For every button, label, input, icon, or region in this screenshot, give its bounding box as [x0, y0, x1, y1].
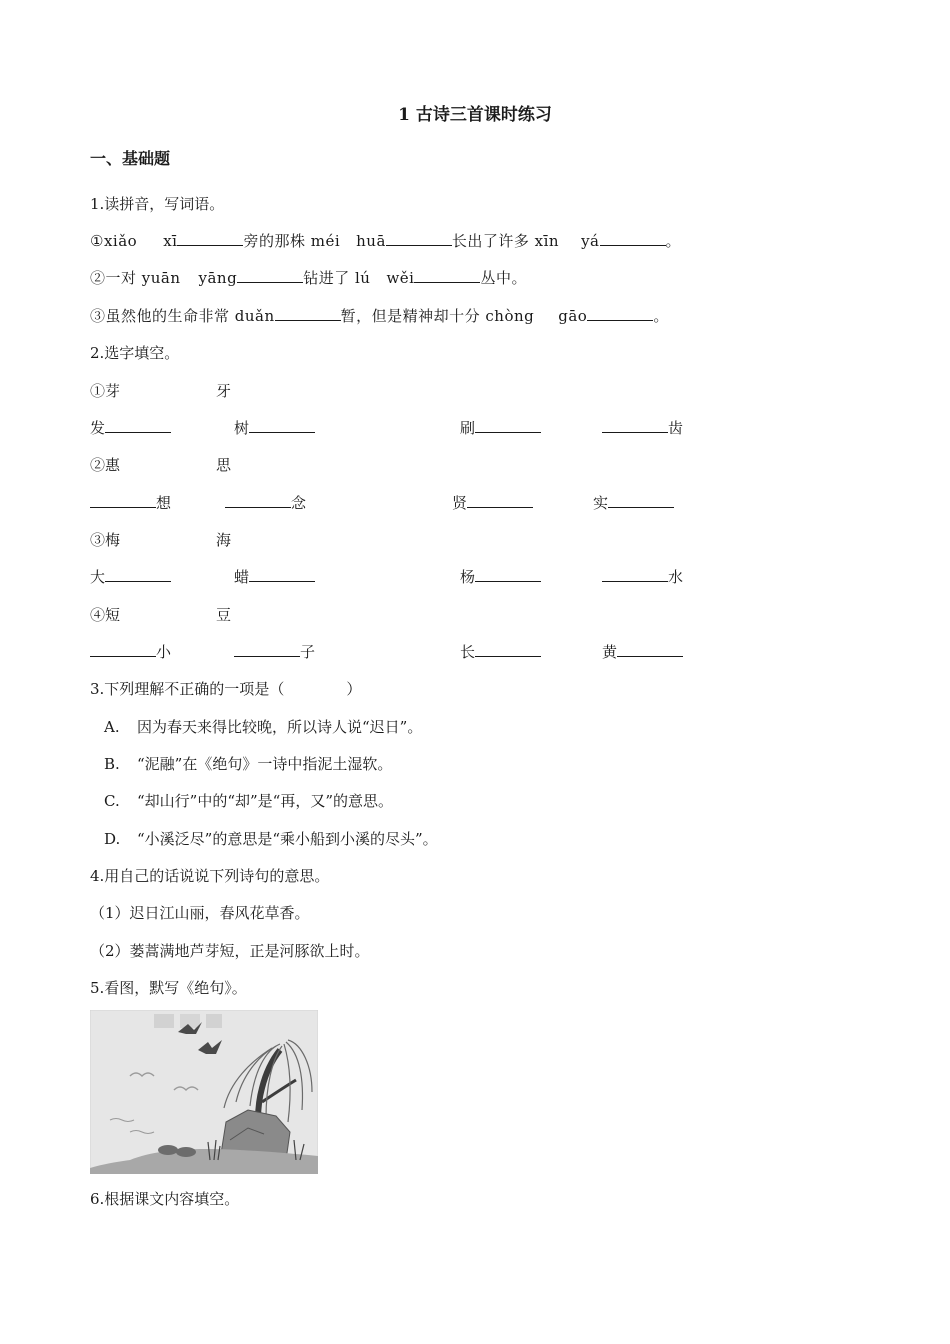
q1-l2-b: yāng: [198, 269, 238, 287]
answer-blank[interactable]: [467, 493, 533, 508]
q1-l2-d: wěi: [386, 269, 415, 287]
q2-g2-char-1: ②惠: [90, 456, 121, 474]
answer-blank[interactable]: [249, 567, 315, 582]
q2-g1-item-3: 刷: [460, 418, 541, 438]
q1-l3-a: ③虽然他的生命非常 duǎn: [90, 307, 275, 325]
answer-blank[interactable]: [275, 306, 341, 321]
q1-l2-a: ②一对 yuān: [90, 269, 181, 287]
q3-option-d[interactable]: D. “小溪泛尽”的意思是“乘小船到小溪的尽头”。: [104, 830, 438, 848]
q1-l3-b: 暂，但是精神却十分 chòng: [340, 307, 535, 325]
answer-blank[interactable]: [475, 418, 541, 433]
q1-l1-a: ①xiǎo: [90, 232, 138, 250]
answer-blank[interactable]: [386, 231, 452, 246]
answer-blank[interactable]: [475, 567, 541, 582]
q2-g3-item-3: 杨: [460, 567, 541, 587]
answer-blank[interactable]: [608, 493, 674, 508]
answer-blank[interactable]: [587, 306, 653, 321]
answer-blank[interactable]: [105, 418, 171, 433]
q2-g3-item-2: 蜡: [234, 567, 315, 587]
q2-g4-item-1: 小: [90, 642, 171, 662]
answer-blank[interactable]: [617, 642, 683, 657]
answer-blank[interactable]: [105, 567, 171, 582]
q2-g4-item-4: 黄: [602, 642, 683, 662]
q2-g3-item-4: 水: [602, 567, 683, 587]
q2-g3-char-1: ③梅: [90, 531, 121, 549]
q1-l1-b: xī: [163, 232, 178, 250]
section-heading-basic: 一、基础题: [90, 149, 171, 168]
q2-g3-item-1: 大: [90, 567, 171, 587]
q3-option-a[interactable]: A. 因为春天来得比较晚，所以诗人说“迟日”。: [104, 718, 423, 736]
q2-g2-char-2: 思: [216, 456, 232, 474]
q3-stem: 3.下列理解不正确的一项是（ ）: [90, 680, 362, 698]
q2-g4-item-2: 子: [234, 642, 315, 662]
q5-stem: 5.看图，默写《绝句》。: [90, 979, 247, 997]
q1-l1-c: 旁的那株 méi: [243, 232, 341, 250]
answer-blank[interactable]: [90, 642, 156, 657]
q2-g1-item-1: 发: [90, 418, 171, 438]
answer-blank[interactable]: [237, 268, 303, 283]
page-title: 1 古诗三首课时练习: [398, 105, 552, 125]
q2-g1-item-2: 树: [234, 418, 315, 438]
q1-l1-f: yá: [581, 232, 600, 250]
q2-g2-item-4: 实: [593, 493, 674, 513]
q2-g1-item-4: 齿: [602, 418, 683, 438]
q1-line-1: [90, 231, 681, 251]
q1-line-2: [90, 268, 527, 288]
q2-g1-char-2: 牙: [216, 382, 232, 400]
answer-blank[interactable]: [602, 418, 668, 433]
q4-sentence-1: （1）迟日江山丽，春风花草香。: [90, 904, 310, 922]
q3-option-b[interactable]: B. “泥融”在《绝句》一诗中指泥土湿软。: [104, 755, 393, 773]
q1-l1-d: huā: [356, 232, 386, 250]
q1-l2-e: 丛中。: [480, 269, 527, 287]
q2-g1-char-1: ①芽: [90, 382, 121, 400]
poem-illustration: [90, 1010, 318, 1174]
answer-blank[interactable]: [600, 231, 666, 246]
q2-g4-char-2: 豆: [216, 606, 232, 624]
answer-blank[interactable]: [225, 493, 291, 508]
q2-g3-char-2: 海: [216, 531, 232, 549]
q1-line-3: [90, 306, 669, 326]
q1-l3-d: 。: [653, 307, 669, 325]
q2-g4-char-1: ④短: [90, 606, 121, 624]
q2-g2-item-3: 贤: [452, 493, 533, 513]
answer-blank[interactable]: [249, 418, 315, 433]
answer-blank[interactable]: [414, 268, 480, 283]
q3-option-c[interactable]: C. “却山行”中的“却”是“再，又”的意思。: [104, 792, 394, 810]
q2-stem: 2.选字填空。: [90, 344, 180, 362]
q1-l1-e: 长出了许多 xīn: [451, 232, 560, 250]
answer-blank[interactable]: [602, 567, 668, 582]
q6-stem: 6.根据课文内容填空。: [90, 1190, 240, 1208]
q1-l1-g: 。: [665, 232, 682, 250]
answer-blank[interactable]: [90, 493, 156, 508]
q4-stem: 4.用自己的话说说下列诗句的意思。: [90, 867, 330, 885]
answer-blank[interactable]: [177, 231, 243, 246]
q2-g2-item-2: 念: [225, 493, 306, 513]
answer-blank[interactable]: [234, 642, 300, 657]
q2-g4-item-3: 长: [460, 642, 541, 662]
q2-g2-item-1: 想: [90, 493, 171, 513]
q1-l3-c: gāo: [558, 307, 588, 325]
answer-blank[interactable]: [475, 642, 541, 657]
q4-sentence-2: （2）蒌蒿满地芦芽短，正是河豚欲上时。: [90, 942, 370, 960]
q1-stem: 1.读拼音，写词语。: [90, 195, 225, 213]
q1-l2-c: 钻进了 lú: [303, 269, 371, 287]
